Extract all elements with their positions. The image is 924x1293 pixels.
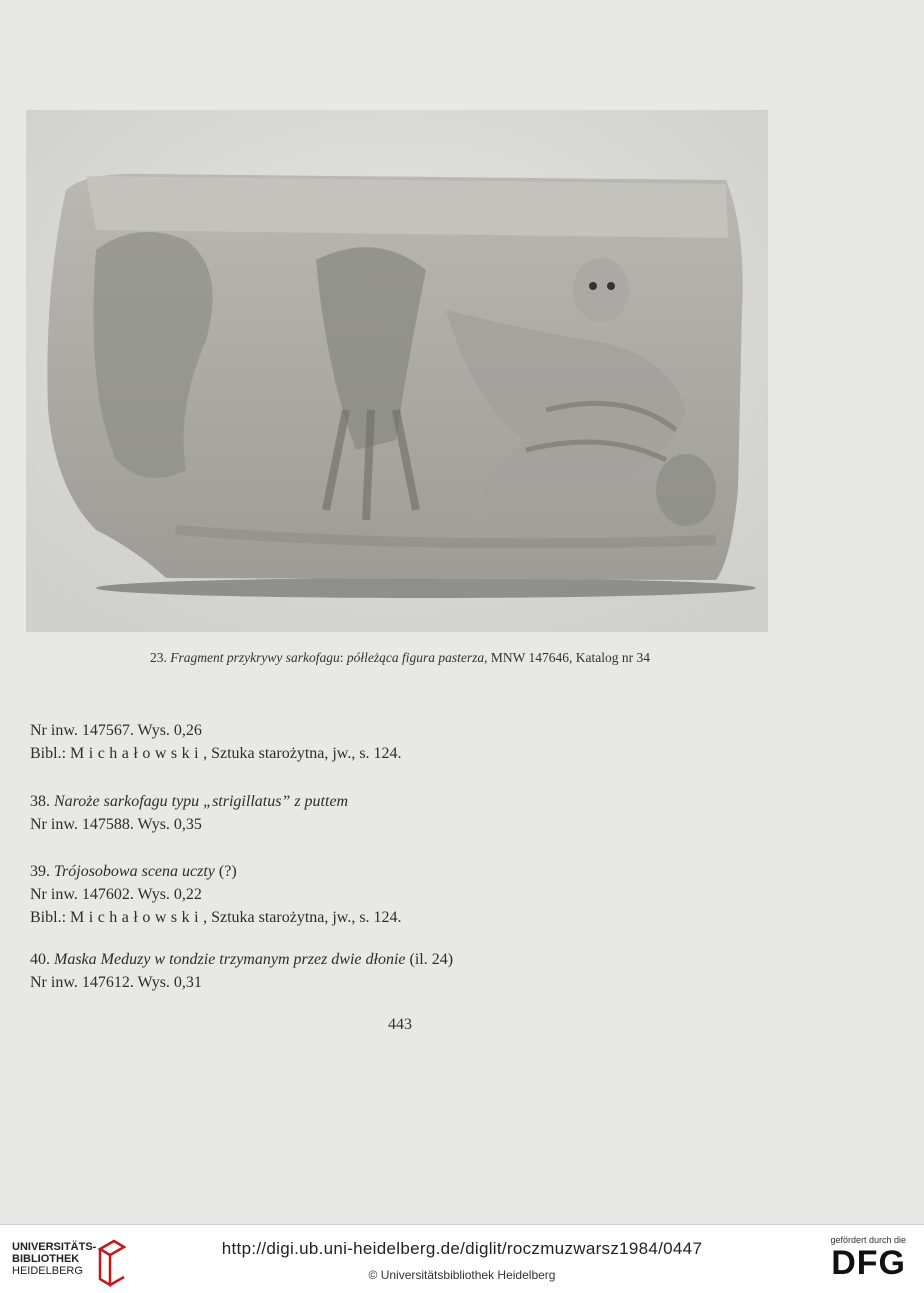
entry-note: (?) [214,863,237,880]
entry-40-title [30,948,453,971]
bibl-author: Michałowski [70,909,204,926]
page-number: 443 [388,1016,412,1033]
copyright-notice: © Universitätsbibliothek Heidelberg [368,1268,556,1282]
entry-39-title [30,860,237,883]
entry-number: 39. [30,863,54,880]
sarcophagus-photo [26,110,768,632]
inventory-line-40: Nr inw. 147612. Wys. 0,31 [30,974,202,991]
entry-38-title [30,790,348,813]
sarcophagus-relief-image [26,110,768,632]
figure-caption [0,650,800,666]
bibliography-line-39 [30,906,402,929]
library-name-line1: UNIVERSITÄTS- [12,1241,97,1253]
inventory-line-38: Nr inw. 147588. Wys. 0,35 [30,816,202,833]
digitization-footer [0,1224,924,1293]
bibl-label: Bibl.: [30,745,71,762]
figure-caption-separator: : [339,650,347,665]
bibl-source: , Sztuka starożytna, jw., s. 124. [203,909,402,926]
entry-note: (il. 24) [405,951,454,968]
figure-number: 23. [150,650,167,665]
bibl-label: Bibl.: [30,909,71,926]
bibl-source: , Sztuka starożytna, jw., s. 124. [203,745,402,762]
inventory-line-37: Nr inw. 147567. Wys. 0,26 [30,722,202,739]
library-name-line3: HEIDELBERG [12,1265,83,1277]
entry-number: 40. [30,951,54,968]
bibl-author: Michałowski [70,745,204,762]
entry-title: Naroże sarkofagu typu „strigillatus” z puttem [54,793,349,810]
funder-label: gefördert durch die [830,1235,906,1245]
entry-title: Trójosobowa scena uczty [54,863,215,880]
figure-caption-title: Fragment przykrywy sarkofagu [170,650,340,665]
library-name-line2: BIBLIOTHEK [12,1253,80,1265]
inventory-line-39: Nr inw. 147602. Wys. 0,22 [30,886,202,903]
funder-name: DFG [831,1244,906,1282]
figure-caption-details: , MNW 147646, Katalog nr 34 [484,650,650,665]
bibliography-line-37 [30,742,402,765]
permalink-url[interactable]: http://digi.ub.uni-heidelberg.de/diglit/roczmuzwarsz1984/0447 [221,1239,703,1258]
entry-number: 38. [30,793,54,810]
funder-logo[interactable] [816,1235,906,1281]
entry-title: Maska Meduzy w tondzie trzymanym przez dwie dłonie [54,951,406,968]
figure-caption-subtitle: półleżąca figura pasterza [346,650,485,665]
